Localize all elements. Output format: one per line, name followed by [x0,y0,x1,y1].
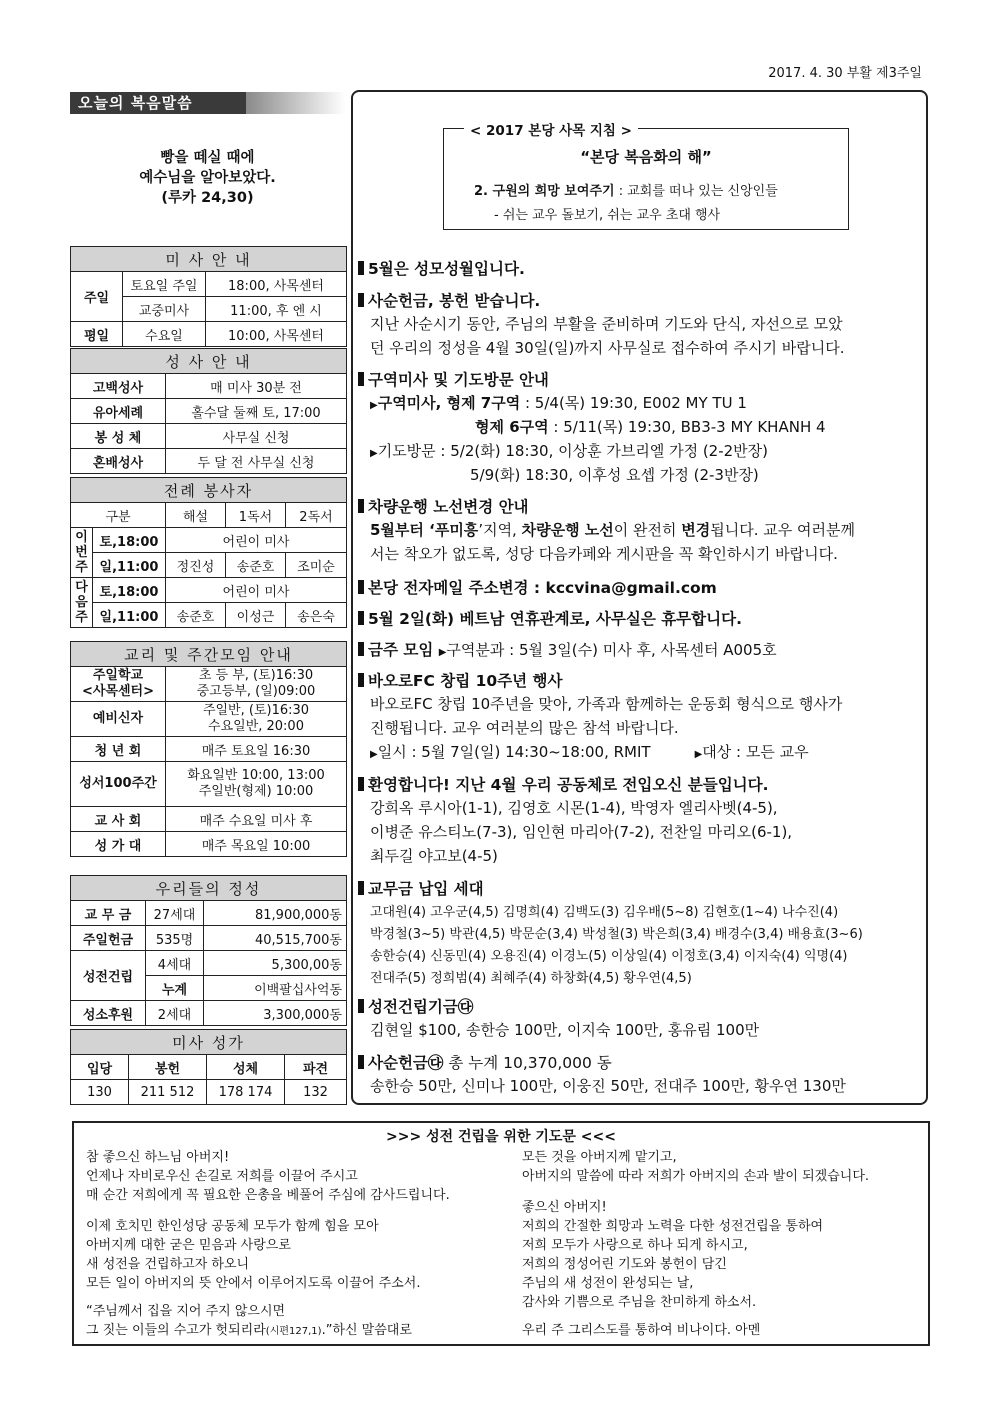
notice-text: 던 우리의 정성을 4월 30일(일)까지 사무실로 접수하여 주시기 바랍니다. [370,339,845,357]
meetings-title: 교리 및 주간모임 안내 [71,642,347,667]
liturgy-header: 2독서 [286,503,347,528]
policy-item-bold: 2. 구원의 희망 보여주기 [474,184,615,199]
sacrament-value: 두 달 전 사무실 신청 [166,449,347,474]
liturgy-day: 일,11:00 [93,553,166,578]
mass-time: 11:00, 후 엔 시 [206,297,347,322]
offering-count: 535명 [146,926,204,951]
sacrament-name: 혼배성사 [71,449,166,474]
notice-text: 바오로FC 창립 10주년을 맞아, 가족과 함께하는 운동회 형식으로 행사가 [370,695,843,713]
notice-text: 형제 6구역 : 5/11(목) 19:30, BB3-3 MY KHANH 4 [475,418,826,436]
meeting-value: 매주 수요일 미사 후 [166,807,347,832]
issue-date: 2017. 4. 30 부활 제3주일 [768,66,922,81]
offering-count: 27세대 [146,901,204,926]
liturgy-server: 송은숙 [286,603,347,628]
liturgy-merged: 어린이 미사 [166,578,347,603]
prayer-line: 저희의 간절한 희망과 노력을 다한 성전건립을 통하여 [522,1219,824,1234]
liturgy-day: 토,18:00 [93,528,166,553]
stats-header: 파견 [285,1055,347,1080]
prayer-line: 저희의 정성어린 기도와 봉헌이 담긴 [522,1257,727,1272]
triangle-bullet-icon: ▶ [370,749,378,760]
this-week-label: 이번주 [71,528,93,578]
offering-count: 누계 [146,976,204,1001]
triangle-bullet-icon: ▶ [370,448,378,459]
mass-stats-table [70,1029,347,1105]
offering-amount: 81,900,000동 [204,901,347,926]
prayer-line: 아버지께 대한 굳은 믿음과 사랑으로 [86,1238,291,1253]
meeting-name: 교 사 회 [71,807,166,832]
sacrament-table [70,348,347,474]
bullet-square-icon [358,293,364,307]
notice-text: ▶구역미사, 형제 7구역 : 5/4(목) 19:30, E002 MY TU 1 [370,394,747,412]
notice-heading: 차량운행 노선변경 안내 [358,495,529,517]
prayer-line: 그 짓는 이들의 수고가 헛되리라(시편127,1).”하신 말씀대로 [86,1323,412,1338]
policy-title: < 2017 본당 사목 지침 > [464,119,638,139]
sacrament-value: 사무실 신청 [166,424,347,449]
notice-heading: 교무금 납입 세대 [358,877,484,899]
prayer-line: 참 좋으신 하느님 아버지! [86,1150,230,1165]
next-week-label: 다음주 [71,578,93,628]
liturgy-server: 송준호 [166,603,226,628]
notice-text: 박경철(3~5) 박관(4,5) 박문순(3,4) 박성철(3) 박은희(3,4) 배경수(3,4) 배용효(3~6) [370,927,863,942]
liturgy-server: 이성근 [226,603,286,628]
notice-text: ▶일시 : 5월 7일(일) 14:30~18:00, RMIT ▶대상 : 모든 교우 [370,743,809,761]
stats-header: 봉헌 [129,1055,207,1080]
sacrament-name: 봉 성 체 [71,424,166,449]
offering-table [70,875,347,1026]
gospel-quote [70,148,345,208]
meeting-value: 초 등 부, (토)16:30 중고등부, (일)09:00 [166,667,347,702]
meeting-value: 매주 목요일 10:00 [166,832,347,857]
liturgy-server: 송준호 [226,553,286,578]
prayer-line: 좋으신 아버지! [522,1200,607,1215]
gospel-line: 빵을 떼실 때에 [160,150,255,166]
sacrament-title: 성 사 안 내 [71,349,347,374]
offering-count: 2세대 [146,1001,204,1026]
mass-name: 교중미사 [123,297,206,322]
notice-heading: 금주 모임 ▶구역분과 : 5월 3일(수) 미사 후, 사목센터 A005호 [358,638,777,660]
offering-amount: 3,300,000동 [204,1001,347,1026]
sacrament-name: 고백성사 [71,374,166,399]
offering-count: 4세대 [146,951,204,976]
offering-name: 교 무 금 [71,901,146,926]
prayer-line: 매 순간 저희에게 꼭 필요한 은총을 베풀어 주심에 감사드립니다. [86,1188,450,1203]
bullet-square-icon [358,999,364,1013]
notice-text: 송한승 50만, 신미나 100만, 이웅진 50만, 전대주 100만, 황우연 130만 [370,1077,846,1095]
bullet-square-icon [358,642,364,656]
notice-heading: 성전건립기금㉰ [358,995,473,1017]
gospel-line: (루카 24,30) [161,190,254,206]
notice-text: 송한승(4) 신동민(4) 오용진(4) 이경노(5) 이상일(4) 이정호(3,4) 이지숙(4) 익명(4) [370,949,848,964]
policy-item2: - 쉬는 교우 돌보기, 쉬는 교우 초대 행사 [494,208,721,223]
liturgy-header: 1독서 [226,503,286,528]
liturgy-day: 토,18:00 [93,578,166,603]
prayer-line: “주님께서 집을 지어 주지 않으시면 [86,1304,286,1319]
offering-name: 성소후원 [71,1001,146,1026]
meeting-value: 주일반, (토)16:30 수요일반, 20:00 [166,702,347,737]
meeting-name: 예비신자 [71,702,166,737]
liturgy-day: 일,11:00 [93,603,166,628]
offering-amount: 5,300,00동 [204,951,347,976]
prayer-line: 저희 모두가 사랑으로 하나 되게 하시고, [522,1238,748,1253]
triangle-bullet-icon: ▶ [694,749,703,760]
gospel-line: 예수님을 알아보았다. [139,170,276,186]
offering-name: 주일헌금 [71,926,146,951]
notice-text: 5/9(화) 18:30, 이후성 요셉 가정 (2-3반장) [470,466,759,484]
stats-value: 211 512 [129,1080,207,1105]
notice-text: 5월부터 ‘푸미흥’지역, 차량운행 노선이 완전히 변경됩니다. 교우 여러분께 [370,521,855,539]
weekday-label: 평일 [71,322,123,347]
offering-amount: 40,515,700동 [204,926,347,951]
prayer-line: 모든 것을 아버지께 맡기고, [522,1150,677,1165]
stats-header: 성체 [207,1055,285,1080]
policy-motto: “본당 복음화의 해” [580,148,712,166]
stats-value: 178 174 [207,1080,285,1105]
meeting-name: 성 가 대 [71,832,166,857]
liturgy-servers-table [70,477,347,628]
mass-name: 수요일 [123,322,206,347]
sacrament-name: 유아세례 [71,399,166,424]
gospel-header-bar [70,92,345,114]
notice-text: 강희옥 루시아(1-1), 김영호 시몬(1-4), 박영자 엘리사벳(4-5), [370,799,778,817]
notice-text: 서는 착오가 없도록, 성당 다음카페와 게시판을 꼭 확인하시기 바랍니다. [370,545,838,563]
meeting-value: 화요일반 10:00, 13:00 주일반(형제) 10:00 [166,762,347,807]
sunday-label: 주일 [71,272,123,322]
stats-value: 132 [285,1080,347,1105]
mass-name: 토요일 주일 [123,272,206,297]
meeting-name: 주일학교 <사목센터> [71,667,166,702]
prayer-line: 모든 일이 아버지의 뜻 안에서 이루어지도록 이끌어 주소서. [86,1276,421,1291]
stats-value: 130 [71,1080,129,1105]
meeting-name: 성서100주간 [71,762,166,807]
bullet-square-icon [358,1055,364,1069]
bullet-square-icon [358,673,364,687]
liturgy-server: 정진성 [166,553,226,578]
notice-heading: 바오로FC 창립 10주년 행사 [358,669,562,691]
bullet-square-icon [358,372,364,386]
prayer-line: 이제 호치민 한인성당 공동체 모두가 함께 힘을 모아 [86,1219,379,1234]
notice-heading: 사순헌금㉰ 총 누계 10,370,000 동 [358,1051,612,1073]
triangle-bullet-icon: ▶ [438,647,447,658]
notice-heading: 구역미사 및 기도방문 안내 [358,368,549,390]
offering-name: 성전건립 [71,951,146,1001]
notice-text: 전대주(5) 정희범(4) 최혜주(4) 하창화(4,5) 황우연(4,5) [370,971,692,986]
notice-heading: 5월은 성모성월입니다. [358,257,525,279]
mass-info-table [70,246,347,347]
notice-text: 김현일 $100, 송한승 100만, 이지숙 100만, 홍유림 100만 [370,1021,760,1039]
mass-time: 18:00, 사목센터 [206,272,347,297]
notice-heading: 본당 전자메일 주소변경 : kccvina@gmail.com [358,576,717,598]
stats-header: 입당 [71,1055,129,1080]
mass-info-title: 미 사 안 내 [71,247,347,272]
gospel-header-text: 오늘의 복음말씀 [78,94,193,112]
prayer-line: 주님의 새 성전이 완성되는 날, [522,1276,694,1291]
liturgy-header: 해설 [166,503,226,528]
liturgy-header: 구분 [71,503,166,528]
sacrament-value: 매 미사 30분 전 [166,374,347,399]
offering-title: 우리들의 정성 [71,876,347,901]
prayer-line: 감사와 기쁨으로 주님을 찬미하게 하소서. [522,1295,757,1310]
notice-heading: 환영합니다! 지난 4월 우리 공동체로 전입오신 분들입니다. [358,773,769,795]
meeting-value: 매주 토요일 16:30 [166,737,347,762]
bullet-square-icon [358,499,364,513]
meetings-table [70,641,347,857]
prayer-title: >>> 성전 건립을 위한 기도문 <<< [386,1129,616,1145]
bullet-square-icon [358,777,364,791]
stats-title: 미사 성가 [71,1030,347,1055]
triangle-bullet-icon: ▶ [370,400,378,411]
policy-item [474,180,778,199]
notice-heading: 5월 2일(화) 베트남 연휴관계로, 사무실은 휴무합니다. [358,607,742,629]
notice-text: 이병준 유스티노(7-3), 임인현 마리아(7-2), 전찬일 마리오(6-1), [370,823,793,841]
liturgy-merged: 어린이 미사 [166,528,347,553]
liturgy-server: 조미순 [286,553,347,578]
notice-text: 지난 사순시기 동안, 주님의 부활을 준비하며 기도와 단식, 자선으로 모았 [370,315,843,333]
notice-heading: 사순헌금, 봉헌 받습니다. [358,289,540,311]
notice-text: 최두길 야고보(4-5) [370,847,498,865]
prayer-line: 새 성전을 건립하고자 하오니 [86,1257,250,1272]
prayer-line: 언제나 자비로우신 손길로 저희를 이끌어 주시고 [86,1169,358,1184]
bullet-square-icon [358,580,364,594]
prayer-line: 우리 주 그리스도를 통하여 비나이다. 아멘 [522,1323,761,1338]
mass-time: 10:00, 사목센터 [206,322,347,347]
notice-text: 진행됩니다. 교우 여러분의 많은 참석 바랍니다. [370,719,679,737]
notice-text: 고대원(4) 고우군(4,5) 김명희(4) 김백도(3) 김우배(5~8) 김현호(1~4) 나수진(4) [370,905,839,920]
sacrament-value: 홀수달 둘째 토, 17:00 [166,399,347,424]
offering-amount: 이백팔십사억동 [204,976,347,1001]
prayer-line: 아버지의 말씀에 따라 저희가 아버지의 손과 발이 되겠습니다. [522,1169,870,1184]
liturgy-title: 전례 봉사자 [71,478,347,503]
bullet-square-icon [358,261,364,275]
bullet-square-icon [358,881,364,895]
notice-text: ▶기도방문 : 5/2(화) 18:30, 이상훈 가브리엘 가정 (2-2반장) [370,442,769,460]
meeting-name: 청 년 회 [71,737,166,762]
policy-item-rest: : 교회를 떠나 있는 신앙인들 [614,184,778,199]
bullet-square-icon [358,611,364,625]
